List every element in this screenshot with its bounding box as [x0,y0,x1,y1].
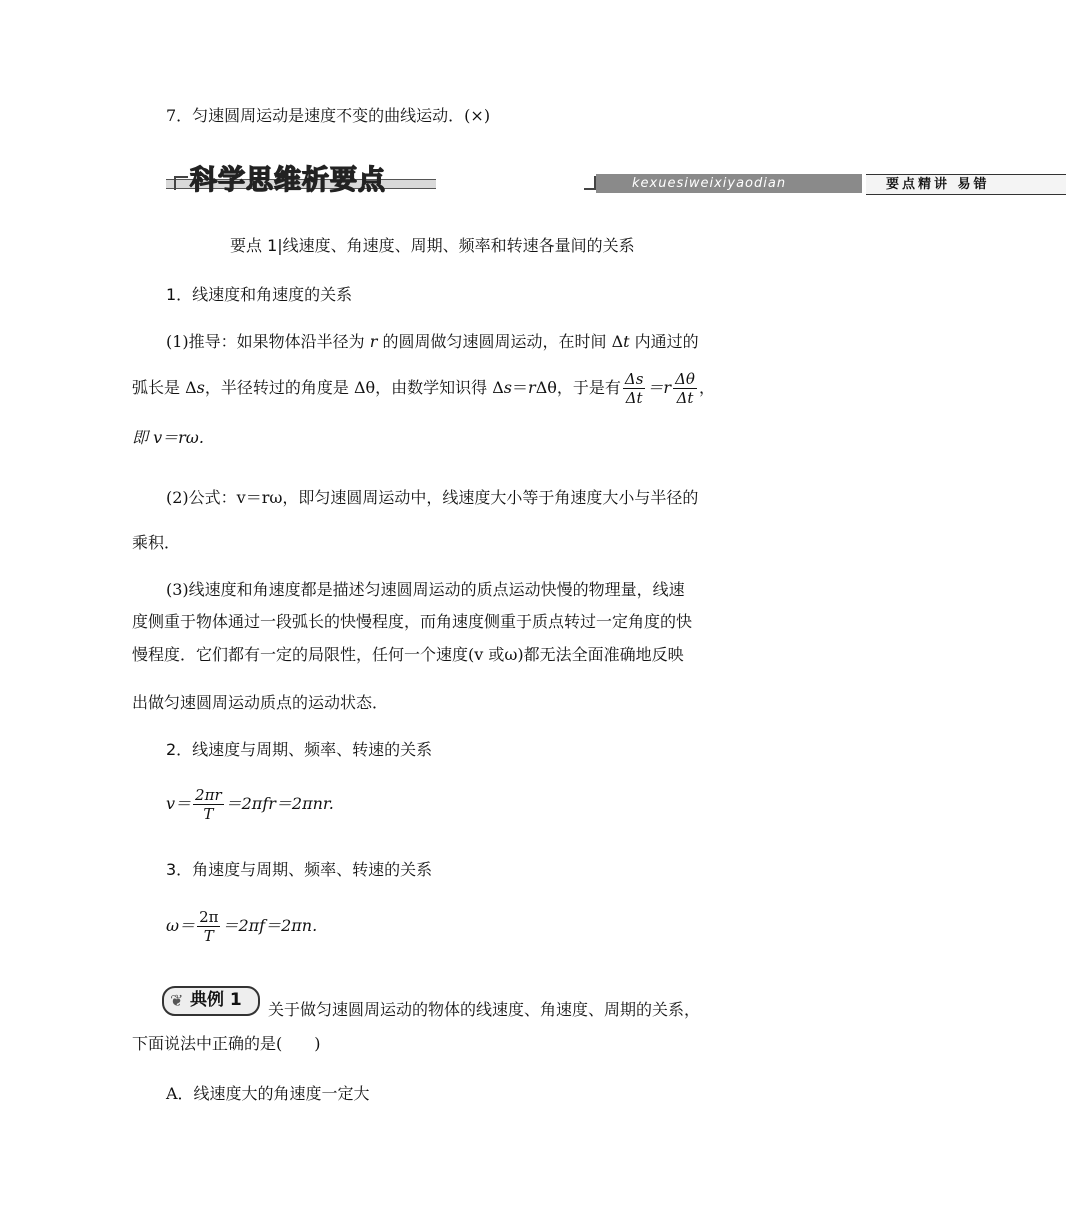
formula-omega-num: 2π [199,908,219,926]
banner-hook-right [584,176,596,190]
banner-right-text: 要点精讲 易错 [886,177,990,192]
banner-pinyin-bar [596,174,862,193]
fraction-dtheta: Δθ [675,370,695,388]
section-1-title: 1．线速度和角速度的关系 [166,285,353,304]
section-banner [166,165,990,198]
p1-line1 [166,330,699,354]
banner-hook-left [174,176,188,190]
p1-text-b: 的圆周做匀速圆周运动，在时间 Δ [377,332,624,351]
leaf-icon: ❦ [170,991,184,1010]
p1-line2-d: Δθ，于是有 [535,378,621,397]
fraction-dt: Δt [625,389,643,407]
section-2-title: 2．线速度与周期、频率、转速的关系 [166,740,433,759]
formula-omega-rhs: ＝2πf＝2πn. [222,916,318,935]
p3-line3: 慢程度．它们都有一定的局限性，任何一个速度(v 或ω)都无法全面准确地反映 [132,645,684,664]
section-3-title: 3．角速度与周期、频率、转速的关系 [166,860,433,879]
formula-v [166,782,334,826]
point-title: 要点 1|线速度、角速度、周期、频率和转速各量间的关系 [230,236,635,255]
example-option-a: A．线速度大的角速度一定大 [166,1084,370,1103]
p1-text-a: (1)推导：如果物体沿半径为 [166,332,370,351]
p1-eq: ＝r [647,378,672,397]
p1-var-s: s [196,378,205,397]
formula-v-lhs: v＝ [166,794,192,813]
formula-omega-fraction [197,908,220,945]
p1-var-r: r [369,332,378,351]
p3-line1: (3)线速度和角速度都是描述匀速圆周运动的质点运动快慢的物理量，线速 [166,580,685,599]
fraction-dt-2: Δt [676,389,694,407]
example-badge-label: 典例 1 [190,990,242,1010]
example-line2: 下面说法中正确的是( ) [132,1034,321,1053]
fraction-dtheta-dt [673,370,697,407]
formula-v-num: 2πr [195,786,222,804]
formula-omega-lhs: ω＝ [166,916,196,935]
formula-v-den: T [203,805,214,823]
p3-line4: 出做匀速圆周运动质点的运动状态． [132,693,389,712]
p2-line1: (2)公式：v＝rω，即匀速圆周运动中，线速度大小等于角速度大小与半径的 [166,488,699,507]
p3-line2: 度侧重于物体通过一段弧长的快慢程度，而角速度侧重于质点转过一定角度的快 [132,612,693,631]
formula-v-fraction [193,786,224,823]
formula-v-rhs: ＝2πfr＝2πnr. [225,794,334,813]
p1-var-r-2: r [528,378,536,397]
banner-pinyin: kexuesiweixiyaodian [632,176,787,191]
p1-line2-a: 弧长是 Δ [132,378,197,397]
p1-var-s-2: s [503,378,513,397]
formula-omega-den: T [203,927,214,945]
fraction-ds: Δs [624,370,644,388]
banner-right-bar [866,174,1066,195]
p1-comma: ， [698,378,715,397]
p2-line2: 乘积． [132,533,181,552]
example-badge [162,986,260,1016]
formula-omega [166,904,317,948]
example-line1: 关于做匀速圆周运动的物体的线速度、角速度、周期的关系， [268,1000,701,1019]
item-7: 7．匀速圆周运动是速度不变的曲线运动．(×) [166,106,491,125]
p1-line2-c: ＝ [512,378,529,397]
fraction-ds-dt [623,370,646,407]
p1-text-c: 内通过的 [629,332,699,351]
p1-var-t: t [623,332,630,351]
banner-title: 科学思维析要点 [190,165,386,196]
p1-line2 [132,366,715,410]
p1-line3: 即 v＝rω. [132,428,204,447]
p1-line2-b: ，半径转过的角度是 Δθ，由数学知识得 Δ [204,378,504,397]
